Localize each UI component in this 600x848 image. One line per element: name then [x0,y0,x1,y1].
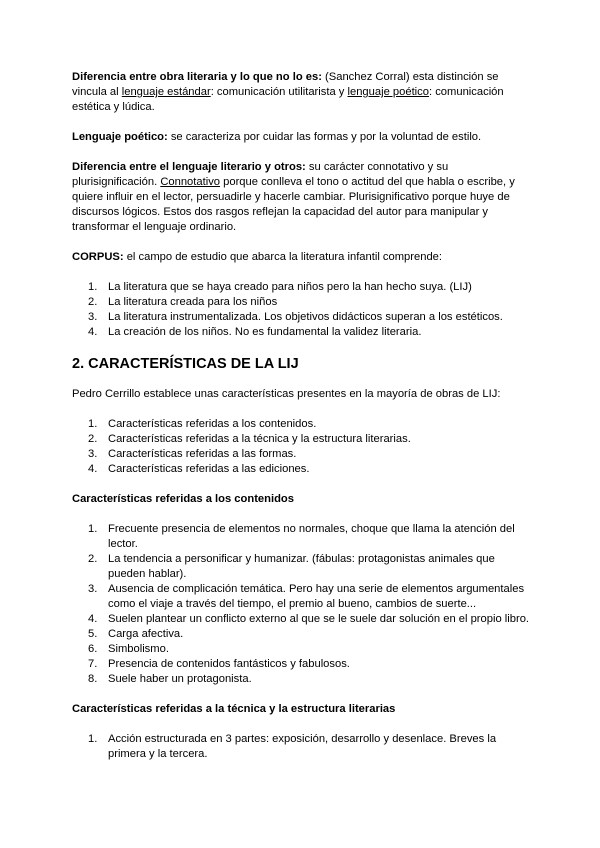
paragraph-text: : comunicación estética y lúdica. [72,86,504,113]
term-lenguaje-estandar: lenguaje estándar [121,86,211,98]
list-text: Carga afectiva. [108,628,184,640]
list-number: 4. [88,326,98,338]
paragraph-corpus [72,250,532,265]
list-item [72,447,532,462]
characteristics-list [72,417,532,477]
list-number: 6. [88,643,98,655]
term-connotativo: Connotativo [160,176,221,188]
list-item [72,582,532,612]
list-item [72,295,532,310]
list-number: 3. [88,311,98,323]
paragraph-lead: Diferencia entre obra literaria y lo que no lo es: [72,71,322,83]
list-item [72,657,532,672]
paragraph-lead: Lenguaje poético: [72,131,168,143]
list-item [72,552,532,582]
paragraph-obra-literaria [72,70,532,115]
list-item [72,612,532,627]
list-item [72,672,532,687]
list-item [72,417,532,432]
list-text: Frecuente presencia de elementos no normales, choque que llama la atención del lector. [108,523,515,550]
list-text: La literatura instrumentalizada. Los objetivos didácticos superan a los estéticos. [108,311,503,323]
section-heading: 2. CARACTERÍSTICAS DE LA LIJ [72,356,299,372]
section-intro: Pedro Cerrillo establece unas características presentes en la mayoría de obras de LIJ: [72,388,501,400]
paragraph-text: el campo de estudio que abarca la literatura infantil comprende: [123,251,443,263]
document-page [72,70,532,777]
list-item [72,462,532,477]
list-item [72,642,532,657]
paragraph-lead: CORPUS: [72,251,124,263]
paragraph-text: (Sanchez Corral) esta distinción se vincula al [72,71,499,98]
list-number: 4. [88,463,98,475]
list-text: Características referidas a los contenidos. [108,418,317,430]
list-number: 1. [88,733,98,745]
list-number: 7. [88,658,98,670]
list-text: La creación de los niños. No es fundamental la validez literaria. [108,326,422,338]
technique-list [72,732,532,762]
list-number: 3. [88,448,98,460]
list-text: Presencia de contenidos fantásticos y fabulosos. [108,658,350,670]
list-number: 4. [88,613,98,625]
corpus-list [72,280,532,340]
paragraph-text: se caracteriza por cuidar las formas y por la voluntad de estilo. [167,131,482,143]
list-number: 2. [88,433,98,445]
list-text: La literatura creada para los niños [108,296,278,308]
list-item [72,432,532,447]
list-text: Características referidas a la técnica y la estructura literarias. [108,433,411,445]
list-item [72,732,532,762]
list-item [72,627,532,642]
paragraph-lead: Diferencia entre el lenguaje literario y otros: [72,161,306,173]
list-number: 2. [88,296,98,308]
paragraph-lenguaje-literario [72,160,532,235]
list-item [72,310,532,325]
term-lenguaje-poetico: lenguaje poético [347,86,429,98]
list-text: La literatura que se haya creado para niños pero la han hecho suya. (LIJ) [108,281,472,293]
paragraph-lenguaje-poetico [72,130,532,145]
list-text: Acción estructurada en 3 partes: exposición, desarrollo y desenlace. Breves la primera y la tercera. [108,733,497,760]
list-number: 1. [88,523,98,535]
list-text: La tendencia a personificar y humanizar. (fábulas: protagonistas animales que pueden hablar). [108,553,495,580]
list-number: 3. [88,583,98,595]
paragraph-text: su carácter connotativo y su plurisignificación. [72,161,449,188]
list-text: Suele haber un protagonista. [108,673,252,685]
subsection-heading: Características referidas a los contenidos [72,493,294,505]
subsection-heading: Características referidas a la técnica y la estructura literarias [72,703,396,715]
list-text: Ausencia de complicación temática. Pero hay una serie de elementos argumentales como el viaje a través del tiempo, el premio al bueno, cambios de suerte... [108,583,525,610]
list-item [72,325,532,340]
list-text: Características referidas a las formas. [108,448,297,460]
list-number: 2. [88,553,98,565]
paragraph-text: : comunicación utilitarista y [210,86,348,98]
paragraph-text: porque conlleva el tono o actitud del que habla o escribe, y quiere influir en el lector, persuadirle y hacerle cambiar. Plurisignificativo porque huye de discursos lógicos. Estos dos rasgos reflejan la capacidad del autor para manipular y transformar el lenguaje ordinario. [72,176,515,233]
list-text: Características referidas a las ediciones. [108,463,310,475]
list-item [72,522,532,552]
list-number: 5. [88,628,98,640]
list-number: 8. [88,673,98,685]
list-item [72,280,532,295]
contents-list [72,522,532,687]
list-text: Simbolismo. [108,643,169,655]
list-number: 1. [88,418,98,430]
list-number: 1. [88,281,98,293]
list-text: Suelen plantear un conflicto externo al que se le suele dar solución en el propio libro. [108,613,530,625]
